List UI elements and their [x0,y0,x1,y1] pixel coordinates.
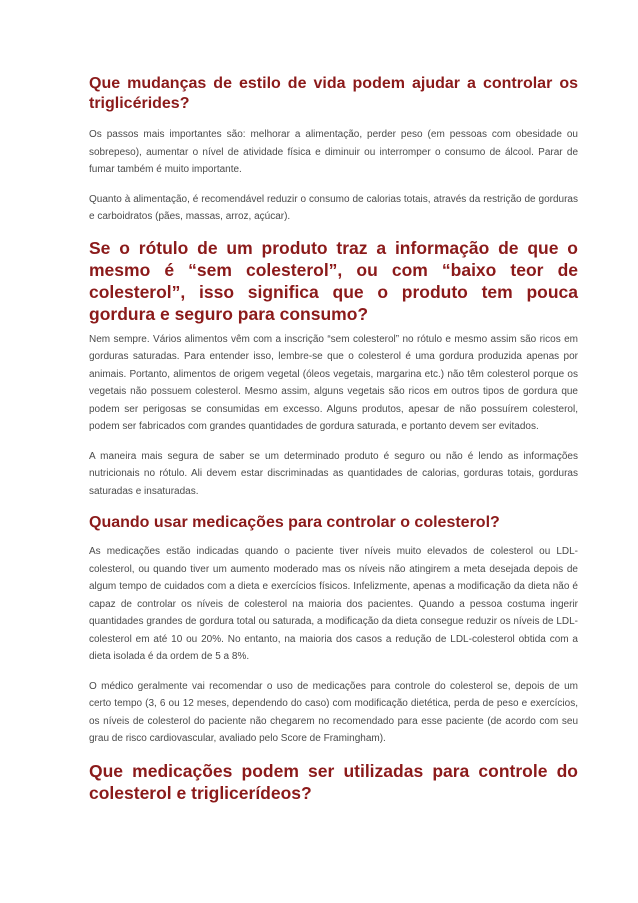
paragraph-diet: Quanto à alimentação, é recomendável reduzir o consumo de calorias totais, através da restrição de gorduras e carboidratos (pães, massas, arroz, açúcar). [89,193,578,222]
paragraph-nutrition-label: A maneira mais segura de saber se um determinado produto é seguro ou não é lendo as informações nutricionais no rótulo. Ali devem estar discriminadas as quantidades de calorias, gorduras totais, gorduras saturadas e insaturadas. [89,450,578,497]
document-page [89,74,578,804]
heading-which-medications: Que medicações podem ser utilizadas para controle do colesterol e triglicerídeos? [89,760,578,803]
paragraph-not-always: Nem sempre. Vários alimentos vêm com a inscrição “sem colesterol” no rótulo e mesmo assim são ricos em gorduras saturadas. Para entender isso, lembre-se que o colesterol é uma gordura produzida apenas por animais. Portanto, alimentos de origem vegetal (óleos vegetais, margarina etc.) não têm colesterol porque os vegetais não possuem colesterol. Mesmo assim, alguns vegetais são ricos em outros tipos de gordura que podem ser perigosas se consumidas em excesso. Alguns produtos, apesar de não possuírem colesterol, podem ser fabricados com grandes quantidades de gordura saturada, e portanto devem ser evitados. [89,333,578,432]
heading-lifestyle-changes: Que mudanças de estilo de vida podem ajudar a controlar os triglicérides? [89,75,578,112]
paragraph-main-steps: Os passos mais importantes são: melhorar a alimentação, perder peso (em pessoas com obesidade ou sobrepeso), aumentar o nível de atividade física e diminuir ou interromper o consumo de álcool. Parar de fumar também é muito importante. [89,129,578,175]
paragraph-doctor-recommendation: O médico geralmente vai recomendar o uso de medicações para controle do colesterol se, depois de um certo tempo (3, 6 ou 12 meses, dependendo do caso) com modificação dietética, perda de peso e exercícios, os níveis de colesterol do paciente não chegarem no recomendado para esse paciente (de acordo com seu grau de risco cardiovascular, avaliado pelo Score de Framingham). [89,680,578,744]
paragraph-medication-indications: As medicações estão indicadas quando o paciente tiver níveis muito elevados de colesterol ou LDL-colesterol, ou quando tiver um aumento moderado mas os níveis não atingirem a meta desejada depois de algum tempo de cuidados com a dieta e exercícios físicos. Infelizmente, apenas a modificação da dieta não é capaz de controlar os níveis de colesterol na maioria dos pacientes. Quando a pessoa costuma ingerir quantidades grandes de gordura total ou saturada, a modificação da dieta consegue reduzir os níveis de LDL-colesterol em até 10 ou 20%. No entanto, na maioria dos casos a redução de LDL-colesterol obtida com a dieta isolada é da ordem de 5 a 8%. [89,546,578,662]
heading-when-medication: Quando usar medicações para controlar o colesterol? [89,514,500,531]
heading-cholesterol-label: Se o rótulo de um produto traz a informação de que o mesmo é “sem colesterol”, ou com “baixo teor de colesterol”, isso significa que o produto tem pouca gordura e seguro para consumo? [89,237,578,324]
